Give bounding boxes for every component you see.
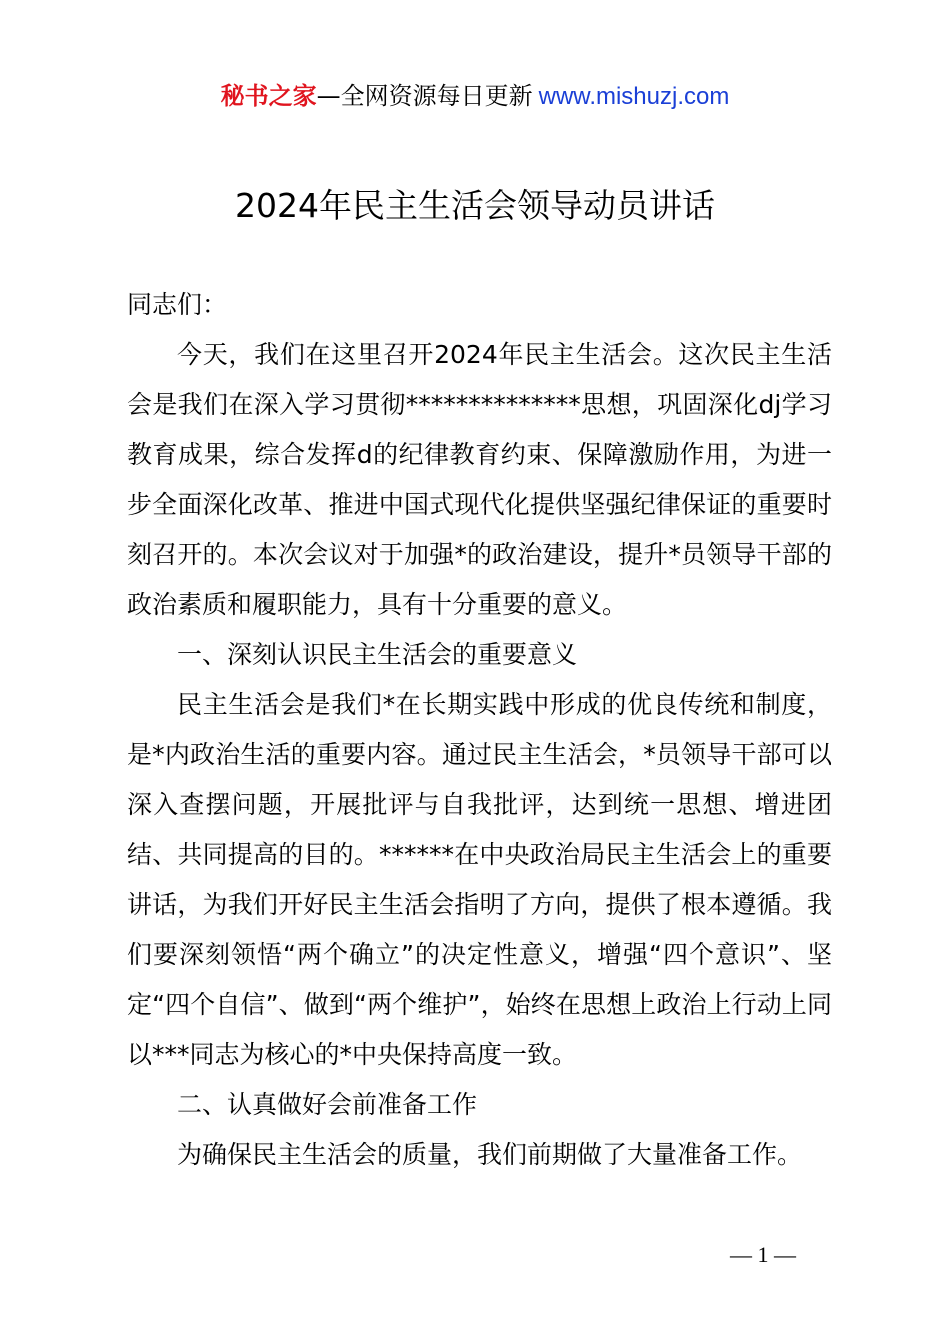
paragraph-section-1: 民主生活会是我们*在长期实践中形成的优良传统和制度，是*内政治生活的重要内容。通过民主生活会，*员领导干部可以深入查摆问题，开展批评与自我批评，达到统一思想、增进团结、共同提高的目的。******在中央政治局民主生活会上的重要讲话，为我们开好民主生活会指明了方向，提供了根本遵循。我们要深刻领悟“两个确立”的决定性意义，增强“四个意识”、坚定“四个自信”、做到“两个维护”，始终在思想上政治上行动上同以***同志为核心的*中央保持高度一致。 [127, 690, 832, 1069]
section-heading-1: 一、深刻认识民主生活会的重要意义 [177, 640, 578, 669]
site-url-link[interactable]: www.mishuzj.com [538, 83, 730, 110]
section-heading-2: 二、认真做好会前准备工作 [177, 1090, 478, 1119]
salutation: 同志们： [127, 290, 228, 319]
document-body [127, 280, 832, 1180]
site-tagline: —全网资源每日更新 [316, 82, 533, 110]
site-brand: 秘书之家 [220, 82, 317, 110]
site-header [0, 80, 950, 113]
page-number: — 1 — [730, 1242, 796, 1267]
paragraph-section-2: 为确保民主生活会的质量，我们前期做了大量准备工作。 [177, 1140, 803, 1169]
paragraph-opening: 今天，我们在这里召开2024年民主生活会。这次民主生活会是我们在深入学习贯彻**************思想，巩固深化dj学习教育成果，综合发挥d的纪律教育约束、保障激励作用，为进一步全面深化改革、推进中国式现代化提供坚强纪律保证的重要时刻召开的。本次会议对于加强*的政治建设，提升*员领导干部的政治素质和履职能力，具有十分重要的意义。 [127, 340, 832, 619]
document-title: 2024年民主生活会领导动员讲话 [235, 186, 715, 225]
